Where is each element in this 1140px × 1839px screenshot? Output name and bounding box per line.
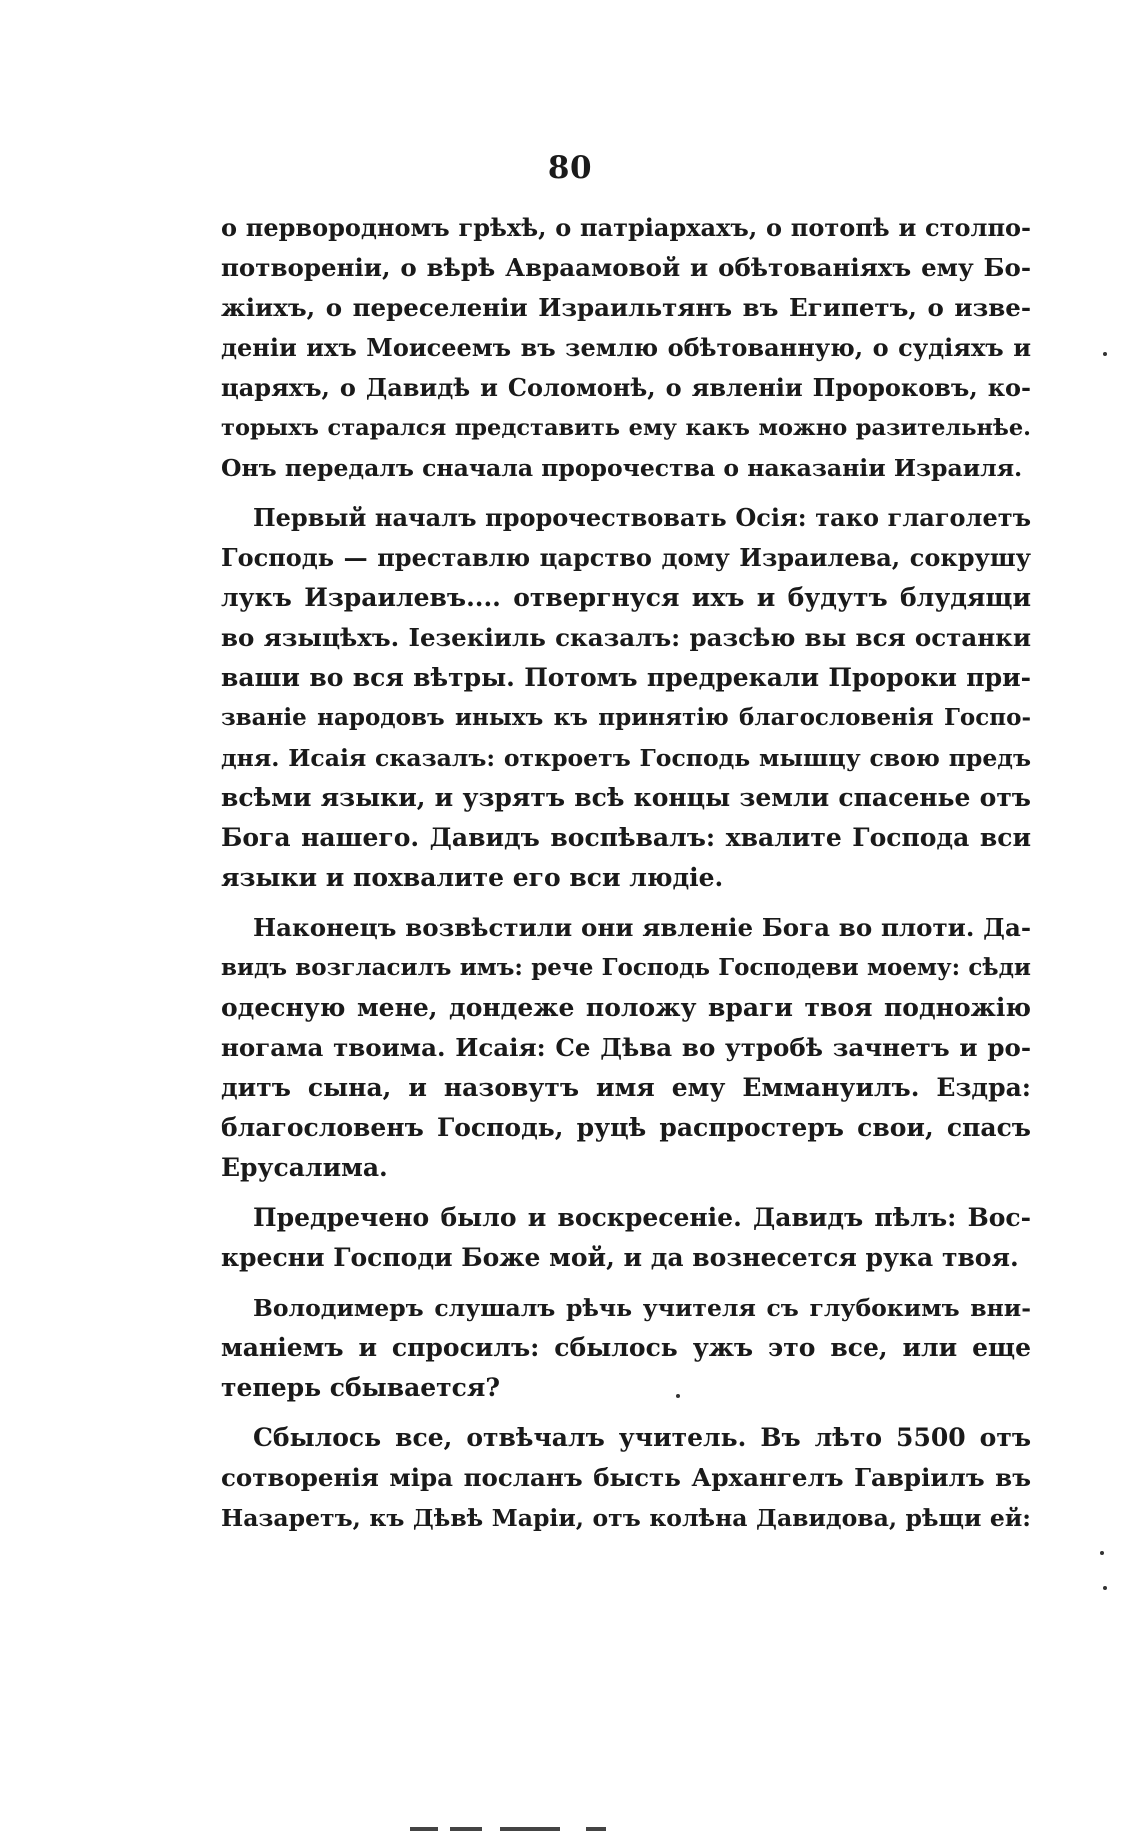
text-line: Володимеръ слушалъ рѣчь учителя съ глубокимъ вни- bbox=[253, 1294, 1031, 1322]
text-line: торыхъ старался представить ему какъ можно разительнѣе. bbox=[221, 415, 1031, 441]
text-line: деніи ихъ Моисеемъ въ землю обѣтованную, о судіяхъ и bbox=[221, 333, 1031, 362]
text-line: Предречено было и воскресеніе. Давидъ пѣлъ: Вос- bbox=[253, 1203, 1031, 1232]
paragraph-2 bbox=[221, 498, 1031, 898]
text-line: Онъ передалъ сначала пророчества о наказаніи Израиля. bbox=[221, 454, 1023, 482]
text-line: Ерусалима. bbox=[221, 1153, 388, 1182]
scan-speck bbox=[1103, 352, 1107, 356]
paragraph-6 bbox=[221, 1418, 1031, 1538]
body-text bbox=[221, 208, 1031, 1548]
text-line: Сбылось все, отвѣчалъ учитель. Въ лѣто 5500 отъ bbox=[253, 1423, 1031, 1452]
text-line: одесную мене, дондеже положу враги твоя подножію bbox=[221, 993, 1031, 1022]
scan-speck bbox=[1103, 1586, 1107, 1590]
text-line: Первый началъ пророчествовать Осія: тако глаголетъ bbox=[253, 503, 1031, 532]
text-line: Бога нашего. Давидъ воспѣвалъ: хвалите Господа вси bbox=[221, 823, 1031, 852]
text-line: всѣми языки, и узрятъ всѣ концы земли спасенье отъ bbox=[221, 783, 1031, 812]
scan-speck bbox=[1100, 1551, 1104, 1555]
scan-edge-marks bbox=[410, 1827, 620, 1833]
text-line: царяхъ, о Давидѣ и Соломонѣ, о явленіи Пророковъ, ко- bbox=[221, 373, 1031, 402]
paragraph-1 bbox=[221, 208, 1031, 488]
paragraph-3 bbox=[221, 908, 1031, 1188]
text-line: благословенъ Господь, руцѣ распростеръ свои, спасъ bbox=[221, 1113, 1031, 1142]
text-line: теперь сбывается? bbox=[221, 1373, 501, 1402]
page-number: 80 bbox=[547, 150, 593, 186]
text-line: маніемъ и спросилъ: сбылось ужъ это все, или еще bbox=[221, 1333, 1031, 1362]
text-line: жіихъ, о переселеніи Израильтянъ въ Египетъ, о изве- bbox=[221, 293, 1031, 322]
text-line: потвореніи, о вѣрѣ Авраамовой и обѣтованіяхъ ему Бо- bbox=[221, 253, 1031, 282]
text-line: сотворенія міра посланъ бысть Архангелъ Гавріилъ въ bbox=[221, 1463, 1031, 1492]
paragraph-4 bbox=[221, 1198, 1031, 1278]
paragraph-5 bbox=[221, 1288, 1031, 1408]
text-line: званіе народовъ иныхъ къ принятію благословенія Госпо- bbox=[221, 704, 1031, 731]
text-line: ногама твоима. Исаія: Се Дѣва во утробѣ зачнетъ и ро- bbox=[221, 1033, 1031, 1062]
text-line: Господь — преставлю царство дому Израилева, сокрушу bbox=[221, 543, 1031, 572]
text-line: ваши во вся вѣтры. Потомъ предрекали Пророки при- bbox=[221, 663, 1031, 692]
text-line: дитъ сына, и назовутъ имя ему Еммануилъ. Ездра: bbox=[221, 1073, 1031, 1102]
text-line: Назаретъ, къ Дѣвѣ Маріи, отъ колѣна Давидова, рѣщи ей: bbox=[221, 1504, 1031, 1532]
text-line: видъ возгласилъ имъ: рече Господь Господеви моему: сѣди bbox=[221, 954, 1031, 981]
text-line: лукъ Израилевъ.... отвергнуся ихъ и будутъ блудящи bbox=[221, 583, 1031, 612]
text-line: во языцѣхъ. Іезекіиль сказалъ: разсѣю вы вся останки bbox=[221, 623, 1031, 652]
scan-speck bbox=[676, 1394, 680, 1398]
text-line: дня. Исаія сказалъ: откроетъ Господь мышцу свою предъ bbox=[221, 744, 1031, 772]
text-line: о первородномъ грѣхѣ, о патріархахъ, о потопѣ и столпо- bbox=[221, 213, 1031, 242]
text-line: языки и похвалите его вси людіе. bbox=[221, 863, 724, 892]
text-line: кресни Господи Боже мой, и да вознесется рука твоя. bbox=[221, 1243, 1019, 1272]
text-line: Наконецъ возвѣстили они явленіе Бога во плоти. Да- bbox=[253, 913, 1031, 942]
